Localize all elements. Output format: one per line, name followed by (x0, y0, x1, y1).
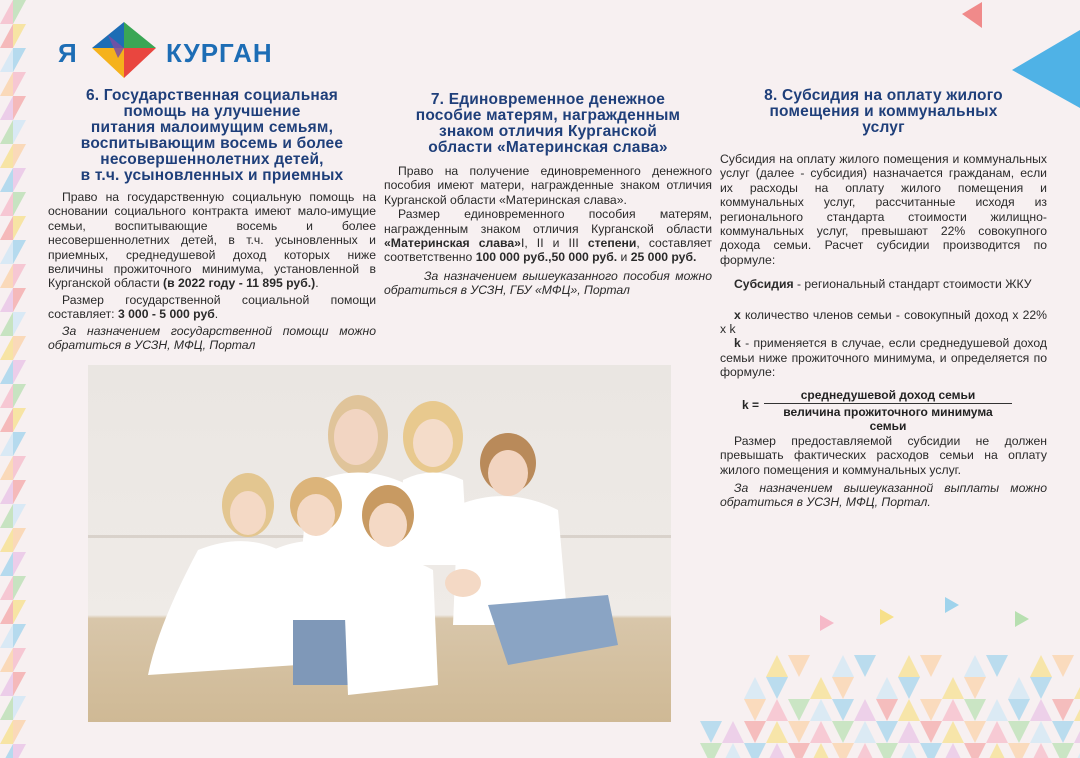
mosaic-tile (1030, 677, 1052, 699)
section-7-amount-text: Размер единовременного пособия матерям, награжденным знаком отличия Курганской области «Материнская слава»I, II и III степени, составляет соответственно 100 000 руб.,50 000 руб. и 25 000 руб. (384, 207, 713, 265)
mosaic-tile (986, 655, 1008, 677)
mosaic-tile (0, 480, 13, 504)
section-7-title-line: пособие матерям, награжденным (415, 107, 681, 124)
mosaic-tile (0, 408, 13, 432)
mosaic-tile (1015, 611, 1029, 627)
mosaic-tile (832, 743, 854, 758)
mosaic-tile (0, 0, 13, 24)
mosaic-tile (13, 696, 26, 720)
mosaic-tile (13, 168, 26, 192)
mosaic-tile (13, 360, 26, 384)
mosaic-tile (0, 192, 13, 216)
mosaic-tile (1030, 699, 1052, 721)
mosaic-tile (1074, 677, 1080, 699)
mosaic-tile (722, 721, 744, 743)
mosaic-tile (13, 552, 26, 576)
section-8-title-line: помещения и коммунальных (769, 103, 998, 120)
mosaic-tile (898, 655, 920, 677)
mosaic-tile (766, 677, 788, 699)
section-7-apply-text: За назначением вышеуказанного пособия можно обратиться в УСЗН, ГБУ «МФЦ», Портал (384, 268, 712, 298)
mosaic-tile (722, 743, 744, 758)
section-8-title-line: 8. Субсидия на оплату жилого (764, 87, 1003, 104)
section-6-title-line: 6. Государственная социальная (85, 87, 339, 104)
mosaic-tile (1074, 721, 1080, 743)
mosaic-tile (1052, 699, 1074, 721)
mosaic-tile (898, 699, 920, 721)
mosaic-tile (700, 721, 722, 743)
mosaic-tile (13, 672, 26, 696)
section-6-apply-text: За назначением государственной помощи можно обратиться в УСЗН, МФЦ, Портал (48, 323, 376, 353)
section-6-title-line: воспитывающим восемь и более (80, 135, 344, 152)
mosaic-tile (744, 699, 766, 721)
mosaic-tile (13, 216, 26, 240)
mosaic-tile (0, 144, 13, 168)
mosaic-tile (0, 360, 13, 384)
mosaic-tile (986, 743, 1008, 758)
formula-k-label: k = (742, 397, 760, 412)
mosaic-tile (0, 216, 13, 240)
formula-fraction-bar (764, 403, 1012, 404)
mosaic-tile (0, 312, 13, 336)
mosaic-tile (920, 743, 942, 758)
mosaic-tile (942, 743, 964, 758)
section-8 (720, 88, 1047, 510)
mosaic-tile (832, 721, 854, 743)
decorative-mosaic-strip (0, 0, 26, 758)
mosaic-tile (13, 96, 26, 120)
mosaic-tile (13, 336, 26, 360)
mosaic-tile (0, 648, 13, 672)
mosaic-tile (0, 600, 13, 624)
logo-ya-text: Я (58, 38, 78, 68)
mosaic-tile (744, 677, 766, 699)
mosaic-tile (854, 721, 876, 743)
mosaic-tile (13, 744, 26, 758)
mosaic-tile (810, 743, 832, 758)
section-6-title-line: несовершеннолетних детей, (100, 151, 324, 168)
mosaic-tile (942, 721, 964, 743)
formula-numerator: среднедушевой доход семьи (800, 387, 976, 402)
formula-denominator: величина прожиточного минимума семьи (783, 404, 993, 433)
mosaic-tile (0, 168, 13, 192)
k-formula (720, 387, 1047, 433)
section-7-title-line: 7. Единовременное денежное (430, 91, 666, 108)
mosaic-tile (13, 312, 26, 336)
mosaic-tile (0, 576, 13, 600)
section-8-title (720, 88, 1047, 136)
mosaic-tile (1052, 743, 1074, 758)
mosaic-tile (876, 677, 898, 699)
mosaic-tile (876, 743, 898, 758)
section-7-title-line: знаком отличия Курганской (439, 123, 657, 140)
mosaic-tile (832, 655, 854, 677)
mosaic-tile (920, 699, 942, 721)
mosaic-tile (0, 96, 13, 120)
section-7 (384, 92, 712, 298)
mosaic-tile (0, 336, 13, 360)
mosaic-tile (766, 721, 788, 743)
mosaic-tile (1030, 655, 1052, 677)
section-7-title-line: области «Материнская слава» (428, 139, 668, 156)
mosaic-tile (1008, 721, 1030, 743)
mosaic-tile (13, 648, 26, 672)
mosaic-tile (964, 721, 986, 743)
mosaic-tile (13, 600, 26, 624)
mosaic-tile (13, 384, 26, 408)
mosaic-tile (0, 696, 13, 720)
mosaic-tile (0, 264, 13, 288)
mosaic-tile (0, 552, 13, 576)
mosaic-tile (13, 504, 26, 528)
mosaic-tile (898, 743, 920, 758)
mosaic-tile (788, 721, 810, 743)
section-6-title-line: помощь на улучшение (123, 103, 301, 120)
mosaic-tile (1008, 743, 1030, 758)
mosaic-tile (0, 504, 13, 528)
mosaic-tile (13, 432, 26, 456)
mosaic-tile (13, 480, 26, 504)
logo-kurgan-text: КУРГАН (166, 38, 273, 68)
section-7-title (384, 92, 712, 156)
mosaic-tile (13, 72, 26, 96)
mosaic-tile (13, 192, 26, 216)
mosaic-tile (986, 721, 1008, 743)
mosaic-tile (0, 288, 13, 312)
mosaic-tile (832, 677, 854, 699)
mosaic-tile (13, 240, 26, 264)
mosaic-tile (13, 24, 26, 48)
mosaic-tile (13, 576, 26, 600)
mosaic-tile (0, 744, 13, 758)
mosaic-tile (0, 456, 13, 480)
mosaic-tile (986, 699, 1008, 721)
mosaic-tile (810, 699, 832, 721)
mosaic-tile (810, 677, 832, 699)
mosaic-tile (766, 743, 788, 758)
section-6-title-line: питания малоимущим семьям, (90, 119, 334, 136)
mosaic-tile (0, 672, 13, 696)
mosaic-tile (13, 48, 26, 72)
mosaic-tile (0, 432, 13, 456)
section-8-limit-text: Размер предоставляемой субсидии не должен превышать фактических расходов семьи на оплату жилого помещения и коммунальных услуг. (720, 433, 1047, 477)
section-8-k-definition-text: k - применяется в случае, если среднедушевой доход семьи ниже прожиточного минимума, и определяется по формуле: (720, 336, 1047, 380)
mosaic-tile (0, 624, 13, 648)
section-8-formula-line: Субсидия - региональный стандарт стоимости ЖКУ (734, 277, 1032, 292)
mosaic-tile (964, 699, 986, 721)
section-6-eligibility-text: Право на государственную социальную помощь на основании социального контракта имеют мало-имущие семьи, воспитывающие восемь и более несовершеннолетних детей, в т.ч. усыновленных и приемных, среднедушевой доход которых ниже величины прожиточного минимума, установленной в Курганской области (в 2022 году - 11 895 руб.). (48, 190, 376, 291)
mosaic-tile (0, 24, 13, 48)
mosaic-tile (788, 743, 810, 758)
mosaic-tile (854, 699, 876, 721)
mosaic-tile (964, 677, 986, 699)
section-6-title-line: в т.ч. усыновленных и приемных (80, 167, 344, 184)
mosaic-tile (0, 720, 13, 744)
mosaic-tile (700, 743, 722, 758)
mosaic-tile (1052, 655, 1074, 677)
mosaic-tile (766, 699, 788, 721)
mosaic-tile (0, 72, 13, 96)
mosaic-tile (820, 615, 834, 631)
mosaic-tile (13, 528, 26, 552)
mosaic-tile (964, 743, 986, 758)
mosaic-tile (876, 721, 898, 743)
decorative-mosaic-bottom-right (700, 585, 1080, 758)
mosaic-tile (0, 48, 13, 72)
mosaic-tile (854, 655, 876, 677)
mosaic-tile (13, 288, 26, 312)
mosaic-tile (1030, 721, 1052, 743)
mosaic-tile (898, 677, 920, 699)
section-8-apply-text: За назначением вышеуказанной выплаты можно обратиться в УСЗН, МФЦ, Портал. (720, 480, 1047, 510)
mosaic-tile (810, 721, 832, 743)
mosaic-tile (766, 655, 788, 677)
mosaic-tile (942, 699, 964, 721)
section-8-title-line: услуг (862, 119, 905, 136)
mosaic-tile (13, 0, 26, 24)
logo-diamond-icon (88, 18, 160, 82)
section-6 (48, 88, 376, 352)
mosaic-tile (13, 120, 26, 144)
mosaic-tile (0, 384, 13, 408)
mosaic-tile (876, 699, 898, 721)
mosaic-tile (1008, 699, 1030, 721)
mosaic-tile (1074, 699, 1080, 721)
mosaic-tile (788, 655, 810, 677)
mosaic-tile (920, 655, 942, 677)
mosaic-tile (945, 597, 959, 613)
mosaic-tile (1030, 743, 1052, 758)
family-photo (88, 365, 671, 722)
mosaic-tile (13, 720, 26, 744)
mosaic-tile (920, 721, 942, 743)
section-6-title (48, 88, 376, 184)
section-6-amount-text: Размер государственной социальной помощи составляет: 3 000 - 5 000 руб. (48, 292, 376, 322)
mosaic-tile (1052, 721, 1074, 743)
mosaic-tile (788, 699, 810, 721)
mosaic-tile (744, 721, 766, 743)
mosaic-tile (13, 408, 26, 432)
mosaic-tile (744, 743, 766, 758)
mosaic-tile (880, 609, 894, 625)
mosaic-tile (1008, 677, 1030, 699)
mosaic-tile (832, 699, 854, 721)
mosaic-tile (13, 264, 26, 288)
mosaic-tile (0, 240, 13, 264)
mosaic-tile (898, 721, 920, 743)
mosaic-tile (1074, 743, 1080, 758)
section-8-formula-line: х количество членов семьи - совокупный доход х 22% х k (720, 307, 1047, 337)
mosaic-tile (13, 624, 26, 648)
mosaic-tile (0, 120, 13, 144)
family-photo-icon (88, 365, 671, 722)
mosaic-tile (942, 677, 964, 699)
logo (58, 18, 318, 80)
mosaic-tile (964, 655, 986, 677)
mosaic-tile (13, 456, 26, 480)
mosaic-tile (13, 144, 26, 168)
section-7-eligibility-text: Право на получение единовременного денежного пособия имеют матери, награжденные знаком отличия Курганской области «Материнская слава». (384, 164, 712, 207)
section-8-description-text: Субсидия на оплату жилого помещения и коммунальных услуг (далее - субсидия) назначается гражданам, если их расходы на оплату жилого помещения и коммунальных услуг, рассчитанные исходя из регионального стандарта стоимости жилищно-коммунальных услуг, превышают 22% совокупного дохода семьи. Расчет субсидии производится по формуле: (720, 152, 1047, 267)
mosaic-tile (0, 528, 13, 552)
mosaic-tile (854, 743, 876, 758)
